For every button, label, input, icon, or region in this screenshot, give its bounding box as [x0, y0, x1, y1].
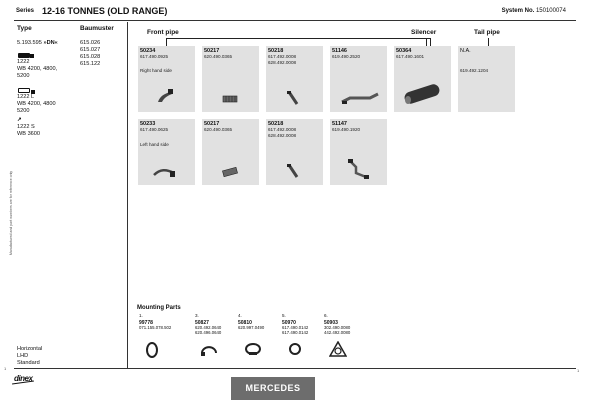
vehicle-type-column [14, 22, 128, 368]
straight-pipe-icon [286, 90, 300, 106]
front-pipe-heading: Front pipe [147, 29, 179, 36]
gasket-icon [144, 341, 160, 359]
mounting-index: 3. [195, 313, 199, 318]
mounting-part-50827[interactable] [194, 313, 234, 363]
truck-icon [18, 53, 30, 58]
column-divider [127, 22, 128, 368]
system-number [502, 8, 566, 14]
oe-reference: 617.490.1601 [396, 54, 425, 59]
oe-reference: 619.490.2520 [332, 54, 361, 59]
flange-icon [329, 341, 347, 357]
part-box-50217-b[interactable] [202, 119, 259, 185]
mounting-number: 50903 [324, 320, 338, 326]
model-1222s: 1222 S WB 3600 [17, 124, 41, 137]
make-banner: MERCEDES [231, 377, 315, 400]
mounting-reference: 302.490.0080 442.492.0080 [324, 325, 351, 335]
part-box-50234[interactable] [138, 46, 195, 112]
part-number: N.A. [460, 48, 471, 54]
oe-reference: 617.490.0925 [140, 54, 169, 59]
oe-reference: 617.492.0008 628.492.0008 [268, 127, 297, 138]
mounting-number: 50810 [238, 320, 252, 326]
front-pipe-bend-icon [156, 88, 174, 104]
front-pipe-left-icon [152, 165, 176, 179]
part-box-tail-pipe[interactable] [458, 46, 515, 112]
page-mark-left: 1 [4, 366, 7, 371]
type-heading: Type [17, 25, 32, 32]
tail-pipe-heading: Tail pipe [474, 29, 500, 36]
mounting-index: 6. [324, 313, 328, 318]
baumuster-list: 615.026 615.027 615.028 615.122 [80, 40, 101, 67]
truck-long-icon [18, 88, 30, 93]
mounting-part-50970[interactable] [281, 313, 321, 363]
front-pipe-bracket [166, 38, 431, 46]
part-box-50218-b[interactable] [266, 119, 323, 185]
part-box-50233[interactable] [138, 119, 195, 185]
bent-pipe-icon [346, 157, 372, 181]
mounting-reference: 617.490.0142 617.490.0142 [282, 325, 309, 335]
part-number: 50217 [204, 48, 220, 54]
part-number: 51147 [332, 121, 347, 127]
system-number-value: 150100074 [535, 8, 566, 14]
system-number-label: System No. [501, 8, 535, 14]
tipper-icon: ↗ [17, 117, 22, 123]
oe-reference: 620.490.0365 [204, 54, 233, 59]
dinex-logo: dinex [14, 374, 33, 383]
part-number: 50234 [140, 48, 156, 54]
mounting-number: 99778 [139, 320, 153, 326]
mounting-index: 1. [139, 313, 143, 318]
part-box-51147[interactable] [330, 119, 387, 185]
flex-joint-icon [222, 167, 238, 177]
baumuster-heading: Baumuster [80, 25, 114, 32]
u-clamp-icon [243, 341, 263, 357]
part-number: 50218 [268, 121, 284, 127]
flex-joint-icon [222, 94, 238, 104]
header-divider [14, 20, 576, 21]
mounting-part-99778[interactable] [138, 313, 178, 363]
side-note: Manufactured and part numbers are for reference only [9, 170, 13, 255]
mounting-index: 4. [238, 313, 242, 318]
page-mark-right: 1 [577, 368, 580, 373]
long-pipe-icon [340, 90, 380, 106]
side-note-right: Right hand side [140, 68, 172, 73]
oe-reference: 619.492.1204 [460, 68, 489, 73]
part-number: 50217 [204, 121, 220, 127]
part-number: 51146 [332, 48, 347, 54]
straight-pipe-icon [286, 163, 300, 179]
model-1222: 1222 WB 4200, 4800, 5200 [17, 59, 58, 79]
series-label: Series [16, 8, 35, 14]
model-1222l: 1222 L WB 4200, 4800 5200 [17, 94, 56, 114]
mounting-parts-title: Mounting Parts [137, 305, 181, 311]
mounting-reference: 071.155.078.502 [139, 325, 172, 330]
tail-pipe-connector [488, 38, 489, 46]
part-box-51146[interactable] [330, 46, 387, 112]
footer-divider [14, 368, 576, 369]
ring-icon [287, 341, 303, 357]
oe-reference: 617.492.0008 628.492.0008 [268, 54, 297, 65]
configuration-info: Horizontal LHD Standard [17, 346, 43, 366]
silencer-connector [426, 38, 427, 46]
engine-code: 5.193.595 »DN« [17, 40, 58, 46]
mounting-number: 50827 [195, 320, 209, 326]
part-number: 50364 [396, 48, 412, 54]
mounting-index: 5. [282, 313, 286, 318]
mounting-part-50810[interactable] [237, 313, 277, 363]
series-title: 12-16 TONNES (OLD RANGE) [42, 6, 168, 16]
clamp-icon [200, 345, 218, 359]
part-box-50218[interactable] [266, 46, 323, 112]
mounting-reference: 620.492.0640 620.496.0640 [195, 325, 222, 335]
part-box-50364[interactable] [394, 46, 451, 112]
part-number: 50233 [140, 121, 156, 127]
part-number: 50218 [268, 48, 284, 54]
side-note-left: Left hand side [140, 142, 169, 147]
mounting-reference: 620.997.0490 [238, 325, 265, 330]
silencer-heading: Silencer [411, 29, 437, 36]
part-box-50217[interactable] [202, 46, 259, 112]
mounting-number: 50970 [282, 320, 296, 326]
oe-reference: 619.490.1920 [332, 127, 361, 132]
page-header [14, 5, 576, 19]
silencer-icon [400, 84, 446, 106]
oe-reference: 617.490.0625 [140, 127, 169, 132]
oe-reference: 620.490.0365 [204, 127, 233, 132]
mounting-part-50903[interactable] [323, 313, 363, 363]
